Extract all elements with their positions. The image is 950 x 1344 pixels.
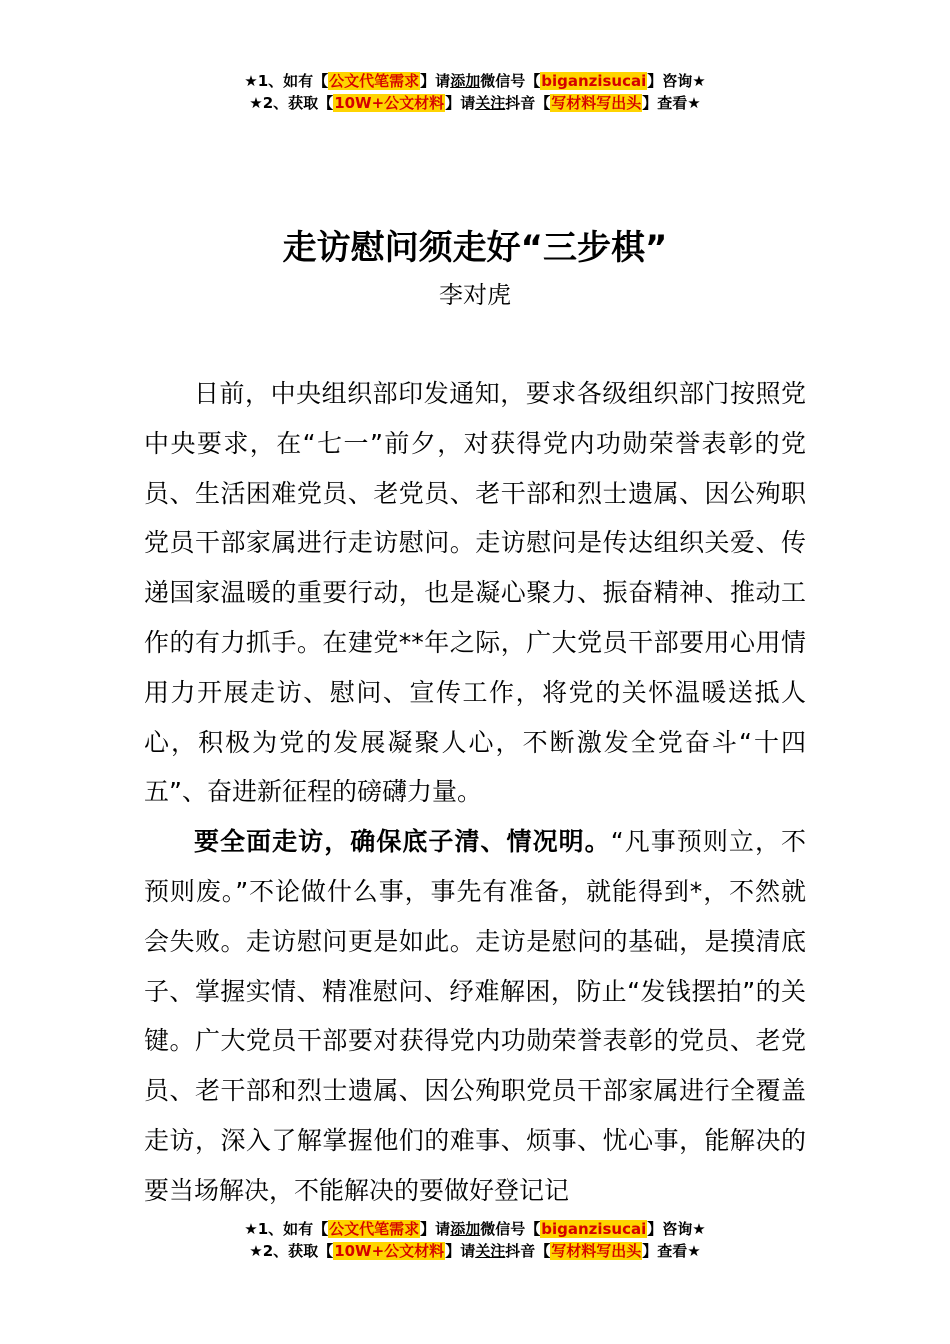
header-banner [0, 70, 950, 114]
banner-highlight: 公文代笔需求 [329, 1220, 420, 1238]
banner-highlight: 10W+公文材料 [334, 94, 445, 112]
banner-highlight: 10W+公文材料 [334, 1242, 445, 1260]
banner-highlight: 公文代笔需求 [329, 72, 420, 90]
document-body [144, 369, 806, 1216]
banner-wechat-id: biganzisucai [541, 72, 647, 90]
banner-line-1: ★1、如有【公文代笔需求】请添加微信号【biganzisucai】咨询★ [244, 72, 706, 90]
document-title: 走访慰问须走好“三步棋” [282, 228, 668, 268]
paragraph-1: 日前，中央组织部印发通知，要求各级组织部门按照党中央要求，在“七一”前夕，对获得党内功勋荣誉表彰的党员、生活困难党员、老党员、老干部和烈士遗属、因公殉职党员干部家属进行走访慰问。走访慰问是传达组织关爱、传递国家温暖的重要行动，也是凝心聚力、振奋精神、推动工作的有力抓手。在建党**年之际，广大党员干部要用心用情用力开展走访、慰问、宣传工作，将党的关怀温暖送抵人心，积极为党的发展凝聚人心，不断激发全党奋斗“十四五”、奋进新征程的磅礴力量。 [144, 379, 806, 807]
banner-wechat-id: biganzisucai [541, 1220, 647, 1238]
paragraph-2-text: “凡事预则立，不预则废。”不论做什么事，事先有准备，就能得到*，不然就会失败。走访慰问更是如此。走访是慰问的基础，是摸清底子、掌握实情、精准慰问、纾难解困，防止“发钱摆拍”的关键。广大党员干部要对获得党内功勋荣誉表彰的党员、老党员、老干部和烈士遗属、因公殉职党员干部家属进行全覆盖走访，深入了解掌握他们的难事、烦事、忧心事，能解决的要当场解决，不能解决的要做好登记记 [144, 827, 806, 1205]
banner-douyin-id: 写材料写出头 [551, 1242, 642, 1260]
banner-line-2: ★2、获取【10W+公文材料】请关注抖音【写材料写出头】查看★ [249, 94, 701, 112]
banner-line-1: ★1、如有【公文代笔需求】请添加微信号【biganzisucai】咨询★ [244, 1220, 706, 1238]
document-author: 李对虎 [439, 281, 511, 309]
paragraph-2 [144, 817, 806, 1215]
banner-line-2: ★2、获取【10W+公文材料】请关注抖音【写材料写出头】查看★ [249, 1242, 701, 1260]
footer-banner [0, 1218, 950, 1262]
paragraph-2-lead: 要全面走访，确保底子清、情况明。 [194, 827, 611, 857]
banner-douyin-id: 写材料写出头 [551, 94, 642, 112]
